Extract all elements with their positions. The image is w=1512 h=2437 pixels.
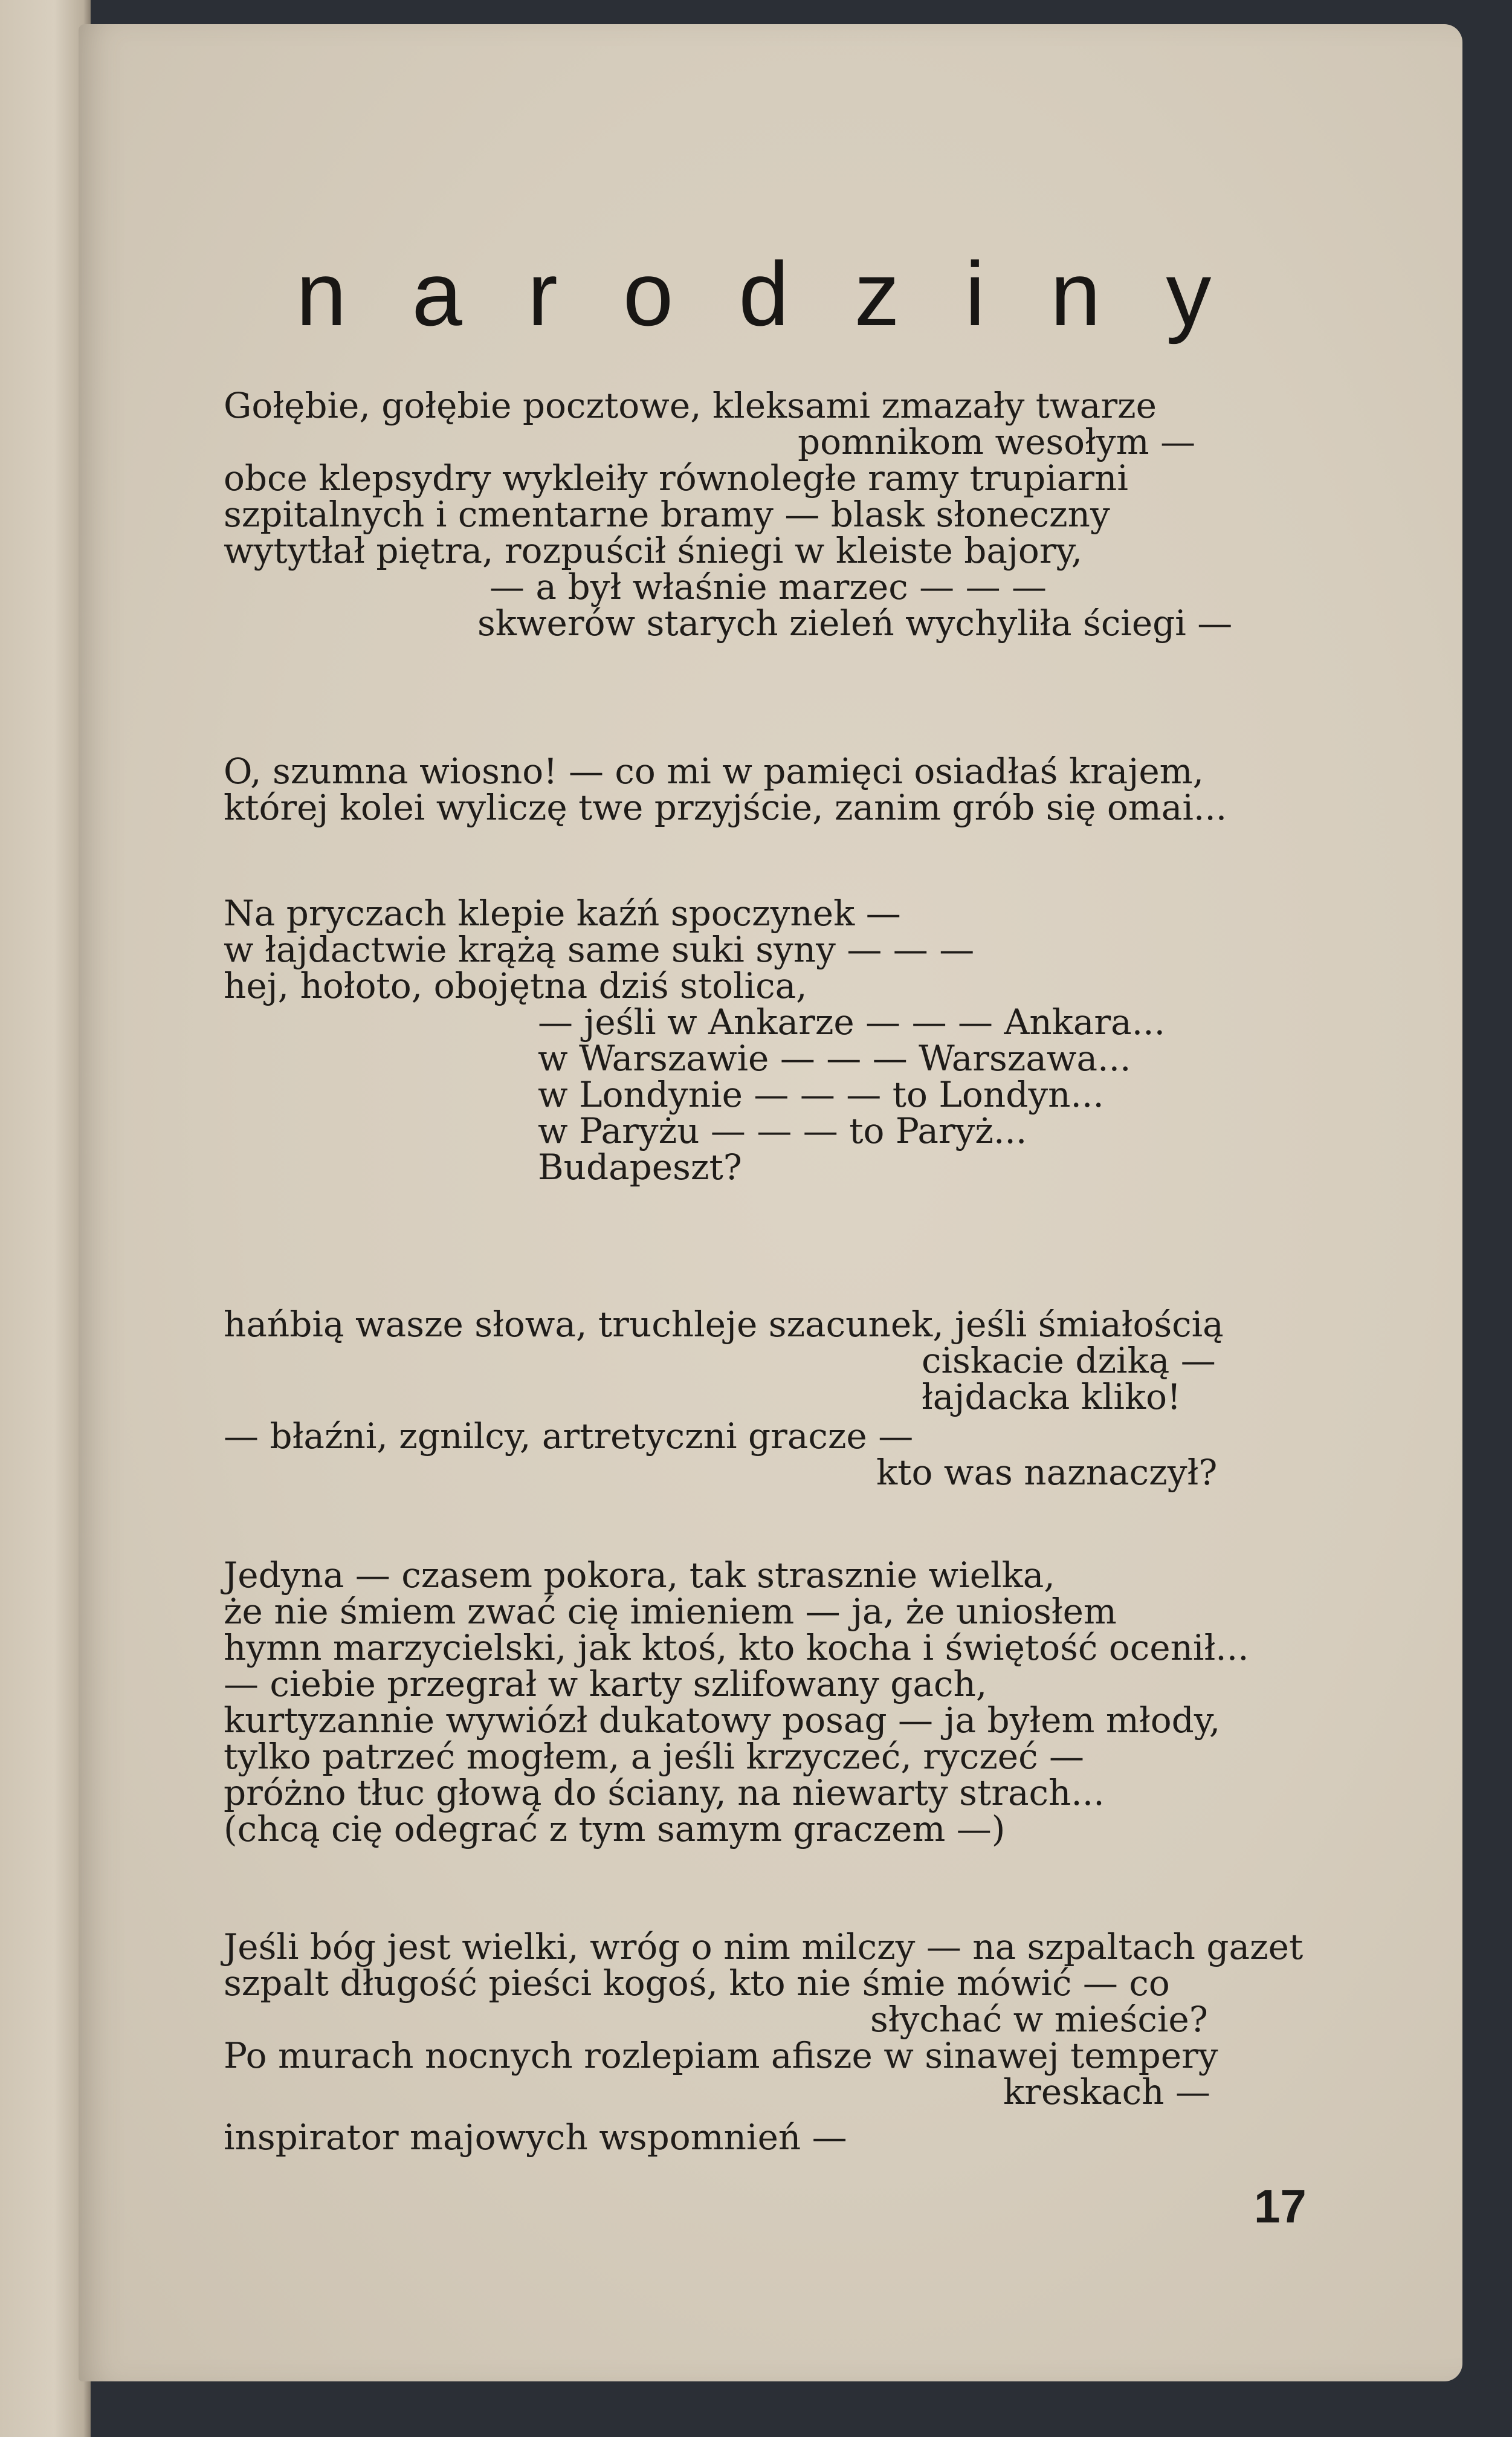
poem-line: że nie śmiem zwać cię imieniem — ja, że uniosłem [224, 1591, 1117, 1632]
poem-line: — błaźni, zgnilcy, artretyczni gracze — [224, 1416, 914, 1457]
book-page [79, 24, 1462, 2381]
poem-line: Po murach nocnych rozlepiam afisze w sinawej tempery [224, 2035, 1218, 2076]
poem-line: szpitalnych i cmentarne bramy — blask słoneczny [224, 494, 1110, 535]
poem-line: O, szumna wiosno! — co mi w pamięci osiadłaś krajem, [224, 751, 1204, 792]
poem-line: kurtyzannie wywiózł dukatowy posag — ja byłem młody, [224, 1700, 1221, 1741]
page-number: 17 [1254, 2180, 1307, 2233]
poem-line: (chcą cię odegrać z tym samym graczem —) [224, 1808, 1006, 1850]
poem-line: w Londynie — — — to Londyn... [538, 1074, 1104, 1115]
poem-line: łajdacka kliko! [922, 1376, 1181, 1417]
poem-line: obce klepsydry wykleiły równoległe ramy trupiarni [224, 458, 1128, 499]
poem-line: w Paryżu — — — to Paryż... [538, 1110, 1027, 1151]
poem-line: Budapeszt? [538, 1147, 742, 1188]
poem-line: hymn marzycielski, jak ktoś, kto kocha i świętość ocenił... [224, 1627, 1249, 1668]
poem-line: ciskacie dziką — [922, 1340, 1216, 1381]
poem-line: — a był właśnie marzec — — — [489, 566, 1047, 607]
poem-line: wytytłał piętra, rozpuścił śniegi w kleiste bajory, [224, 530, 1083, 571]
poem-line: inspirator majowych wspomnień — [224, 2117, 847, 2158]
poem-line: hańbią wasze słowa, truchleje szacunek, jeśli śmiałością [224, 1304, 1224, 1345]
poem-line: Gołębie, gołębie pocztowe, kleksami zmazały twarze [224, 385, 1157, 426]
poem-line: Jedyna — czasem pokora, tak strasznie wielka, [224, 1555, 1055, 1596]
poem-line: Na pryczach klepie kaźń spoczynek — [224, 893, 901, 934]
poem-line: kto was naznaczył? [876, 1452, 1218, 1493]
facing-page-edge [0, 0, 91, 2437]
poem-line: tylko patrzeć mogłem, a jeśli krzyczeć, ryczeć — [224, 1736, 1085, 1777]
poem-line: w Warszawie — — — Warszawa... [538, 1038, 1131, 1079]
poem-line: — ciebie przegrał w karty szlifowany gach, [224, 1663, 987, 1704]
poem-title: narodziny [296, 243, 1277, 345]
poem-line: — jeśli w Ankarze — — — Ankara... [538, 1002, 1166, 1043]
poem-line: której kolei wyliczę twe przyjście, zanim grób się omai... [224, 787, 1227, 828]
poem-line: Jeśli bóg jest wielki, wróg o nim milczy — na szpaltach gazet [224, 1926, 1304, 1967]
poem-line: hej, hołoto, obojętna dziś stolica, [224, 965, 807, 1006]
poem-line: słychać w mieście? [870, 1999, 1208, 2040]
poem-line: próżno tłuc głową do ściany, na niewarty strach... [224, 1772, 1105, 1813]
poem-line: kreskach — [1003, 2071, 1210, 2112]
poem-line: w łajdactwie krążą same suki syny — — — [224, 929, 975, 970]
poem-line: pomnikom wesołym — [798, 421, 1196, 462]
poem-line: skwerów starych zieleń wychyliła ściegi — [477, 603, 1233, 644]
poem-line: szpalt długość pieści kogoś, kto nie śmie mówić — co [224, 1963, 1170, 2004]
